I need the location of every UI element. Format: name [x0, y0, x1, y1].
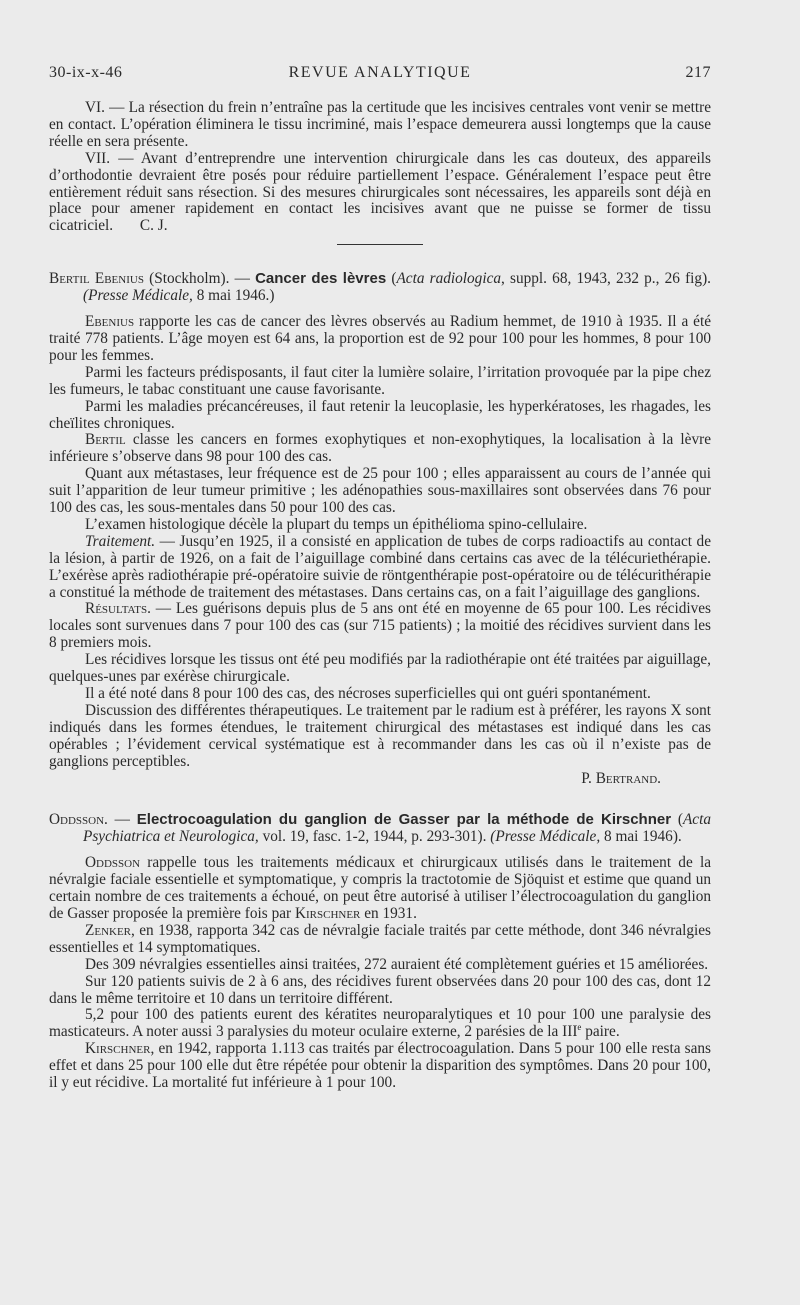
author-name: Bertil Ebenius [49, 270, 144, 288]
article-heading: Bertil Ebenius (Stockholm). — Cancer des lèvres (Acta radiologica, suppl. 68, 1943, 232 p., 26 fig). (Presse Médicale, 8 mai 1946.) [49, 270, 711, 305]
signature: P. Bertrand. [581, 769, 661, 787]
header-date: 30-ix-x-46 [49, 64, 123, 81]
paragraph: VI. — La résection du frein n’entraîne pas la certitude que les incisives centrales vont venir se mettre en contact. L’opération éliminera le tissu incriminé, mais l’espace demeurera aussi longtemps que la cause réelle en sera présente. [49, 99, 711, 150]
paragraph [49, 151, 711, 236]
article-title: Cancer des lèvres [255, 270, 387, 288]
paragraph: Résultats. — Les guérisons depuis plus de 5 ans ont été en moyenne de 65 pour 100. Les récidives locales sont survenues dans 7 pour 100 des cas (sur 715 patients) ; la moitié des récidives survient dans les 8 premiers mois. [49, 600, 711, 652]
header-journal-title: REVUE ANALYTIQUE [288, 64, 472, 81]
subheading: Traitement. [85, 532, 156, 550]
subheading: Résultats. [85, 600, 151, 618]
paragraph: Kirschner, en 1942, rapporta 1.113 cas traités par électrocoagulation. Dans 5 pour 100 elle resta sans effet et dans 25 pour 100 elle dut être répétée pour obtenir la disparition des symptômes. Dans 20 pour 100, il y eut récidive. La mortalité fut inférieure à 1 pour 100. [49, 1040, 711, 1092]
paragraph: Parmi les facteurs prédisposants, il faut citer la lumière solaire, l’irritation provoquée par la pipe chez les fumeurs, le tabac constituant une cause favorisante. [49, 363, 711, 398]
paragraph: Traitement. — Jusqu’en 1925, il a consisté en application de tubes de corps radioactifs au contact de la lésion, à partir de 1926, on a fait de l’aiguillage combiné dans certains cas avec de la télécuriethérapie. L’exérèse après radiothérapie pré-opératoire suivie de röntgenthérapie post-opératoire ou de télécurithérapie a constitué la méthode de traitement des métastases. Dans certains cas, on a fait l’aiguillage des ganglions. [49, 532, 711, 601]
paragraph: Quant aux métastases, leur fréquence est de 25 pour 100 ; elles apparaissent au cours de l’année qui suit l’apparition de leur tumeur primitive ; les adénopathies sous-maxillaires sont observées dans 76 pour 100 des cas, les sous-mentales dans 50 pour 100 des cas. [49, 465, 711, 517]
page-body [49, 100, 711, 1092]
article-electrocoagulation [49, 812, 711, 1092]
signature: C. J. [139, 217, 168, 235]
page-number: 217 [685, 64, 711, 81]
paragraph: Zenker, en 1938, rapporta 342 cas de névralgie faciale traités par cette méthode, dont 346 névralgies essentielles et 14 symptomatiques. [49, 921, 711, 956]
paragraph-text: VII. — Avant d’entreprendre une intervention chirurgicale dans les cas douteux, des appareils d’orthodontie devraient être posés pour réduire partiellement l’espace. Généralement l’espace peut être entièrement réduit sans résection. Si des mesures chirurgicales sont nécessaires, les appareils sont déjà en place pour amener rapidement en contact les incisives avant que ne puisse se former de tissu cicatriciel. [49, 149, 711, 235]
journal-name: Acta radiologica [396, 270, 502, 288]
source-journal: (Presse Médicale, [83, 287, 193, 305]
article-cancer-des-levres [49, 271, 711, 787]
paragraph: Bertil classe les cancers en formes exophytiques et non-exophytiques, la localisation à la lèvre inférieure s’observe dans 98 pour 100 des cas. [49, 431, 711, 466]
paragraph: 5,2 pour 100 des patients eurent des kératites neuroparalytiques et 10 pour 100 une paralysie des masticateurs. A noter aussi 3 paralysies du moteur oculaire externe, 2 parésies de la IIIe paire. [49, 1006, 711, 1041]
paragraph: Discussion des différentes thérapeutiques. Le traitement par le radium est à préférer, les rayons X sont indiqués dans les formes étendues, le traitement chirurgical des métastases est indiqué dans les cas opérables ; l’évidement cervical systématique est à recommander dans les cas où il n’existe pas de ganglions perceptibles. [49, 701, 711, 770]
article-heading: Oddsson. — Electrocoagulation du ganglion de Gasser par la méthode de Kirschner (Acta Psychiatrica et Neurologica, vol. 19, fasc. 1-2, 1944, p. 293-301). (Presse Médicale, 8 mai 1946). [49, 811, 711, 846]
source-journal: (Presse Médicale, [490, 828, 601, 846]
paragraph: Les récidives lorsque les tissus ont été peu modifiés par la radiothérapie ont été traitées par aiguillage, quelques-unes par exérèse chirurgicale. [49, 651, 711, 686]
section-end-of-previous-article [49, 100, 711, 245]
paragraph: Sur 120 patients suivis de 2 à 6 ans, des récidives furent observées dans 20 pour 100 des cas, dont 12 dans le même territoire et 10 dans un territoire différent. [49, 972, 711, 1007]
paragraph: Des 309 névralgies essentielles ainsi traitées, 272 auraient été complètement guéries et 15 améliorées. [85, 955, 709, 973]
paragraph: L’examen histologique décèle la plupart du temps un épithélioma spino-cellulaire. [85, 515, 588, 533]
author-name: Oddsson. [49, 811, 108, 829]
paragraph: Oddsson rappelle tous les traitements médicaux et chirurgicaux utilisés dans le traitement de la névralgie faciale essentielle et symptomatique, y compris la tractotomie de Sjöquist et estime que quand un certain nombre de ces traitements a échoué, on peut être autorisé à utiliser l’électrocoagulation du ganglion de Gasser proposée la première fois par Kirschner en 1931. [49, 854, 711, 922]
paragraph: Ebenius rapporte les cas de cancer des lèvres observés au Radium hemmet, de 1910 à 1935. Il a été traité 778 patients. L’âge moyen est 64 ans, la proportion est de 92 pour 100 pour les hommes, 8 pour 100 pour les femmes. [49, 313, 711, 364]
article-title: Electrocoagulation du ganglion de Gasser par la méthode de Kirschner [136, 811, 672, 829]
paragraph: Parmi les maladies précancéreuses, il faut retenir la leucoplasie, les hyperkératoses, les rhagades, les cheïlites chroniques. [49, 397, 711, 432]
journal-name: Acta Psychiatrica et Neurologica, [83, 811, 711, 846]
paragraph: Il a été noté dans 8 pour 100 des cas, des nécroses superficielles qui ont guéri spontanément. [85, 685, 651, 702]
